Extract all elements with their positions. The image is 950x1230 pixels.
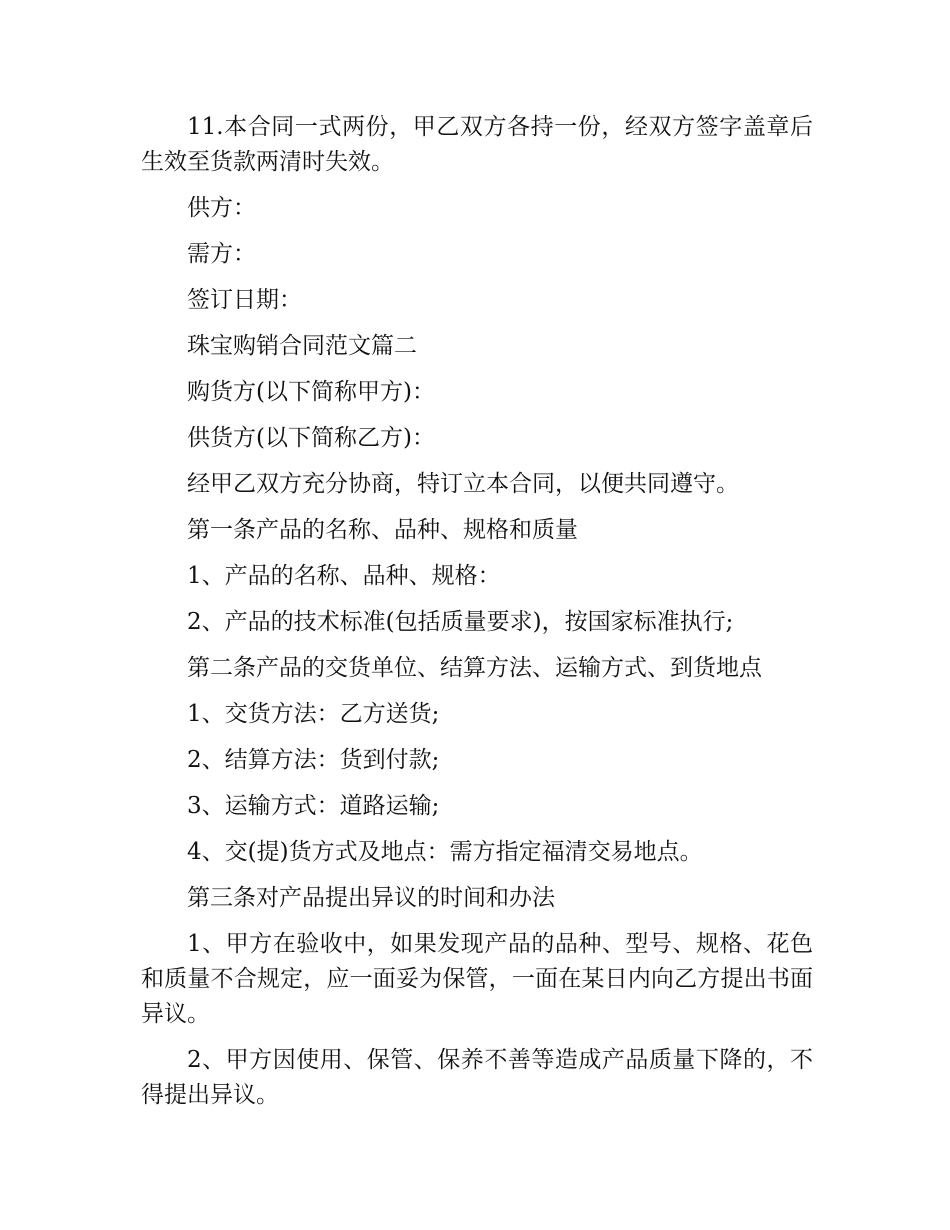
- article-3-item-1: 1、甲方在验收中，如果发现产品的品种、型号、规格、花色和质量不合规定，应一面妥为保管，一面在某日内向乙方提出书面异议。: [141, 931, 813, 1027]
- paragraph-contract-copies: 11.本合同一式两份，甲乙双方各持一份，经双方签字盖章后生效至货款两清时失效。: [141, 114, 813, 175]
- article-2-heading: 第二条产品的交货单位、结算方法、运输方式、到货地点: [187, 655, 762, 681]
- article-2-item-1: 1、交货方法：乙方送货;: [187, 701, 440, 727]
- article-2-item-4: 4、交(提)货方式及地点：需方指定福清交易地点。: [187, 839, 703, 865]
- article-2-item-3: 3、运输方式：道路运输;: [187, 793, 440, 819]
- paragraph-preamble: 经甲乙双方充分协商，特订立本合同，以便共同遵守。: [187, 471, 739, 497]
- article-2-item-2: 2、结算方法：货到付款;: [187, 747, 440, 773]
- article-3-item-2: 2、甲方因使用、保管、保养不善等造成产品质量下降的，不得提出异议。: [141, 1047, 813, 1108]
- document-body: [141, 110, 813, 1124]
- paragraph-party-a: 购货方(以下简称甲方)：: [187, 379, 435, 405]
- paragraph-sign-date: 签订日期：: [187, 287, 302, 313]
- article-1-item-1: 1、产品的名称、品种、规格：: [187, 563, 501, 589]
- section-title: 珠宝购销合同范文篇二: [187, 333, 417, 359]
- paragraph-supplier-signature: 供方：: [187, 195, 256, 221]
- article-1-heading: 第一条产品的名称、品种、规格和质量: [187, 517, 578, 543]
- article-3-heading: 第三条对产品提出异议的时间和办法: [187, 885, 555, 911]
- paragraph-buyer-signature: 需方：: [187, 241, 256, 267]
- article-1-item-2: 2、产品的技术标准(包括质量要求)，按国家标准执行;: [187, 609, 734, 635]
- paragraph-party-b: 供货方(以下简称乙方)：: [187, 425, 435, 451]
